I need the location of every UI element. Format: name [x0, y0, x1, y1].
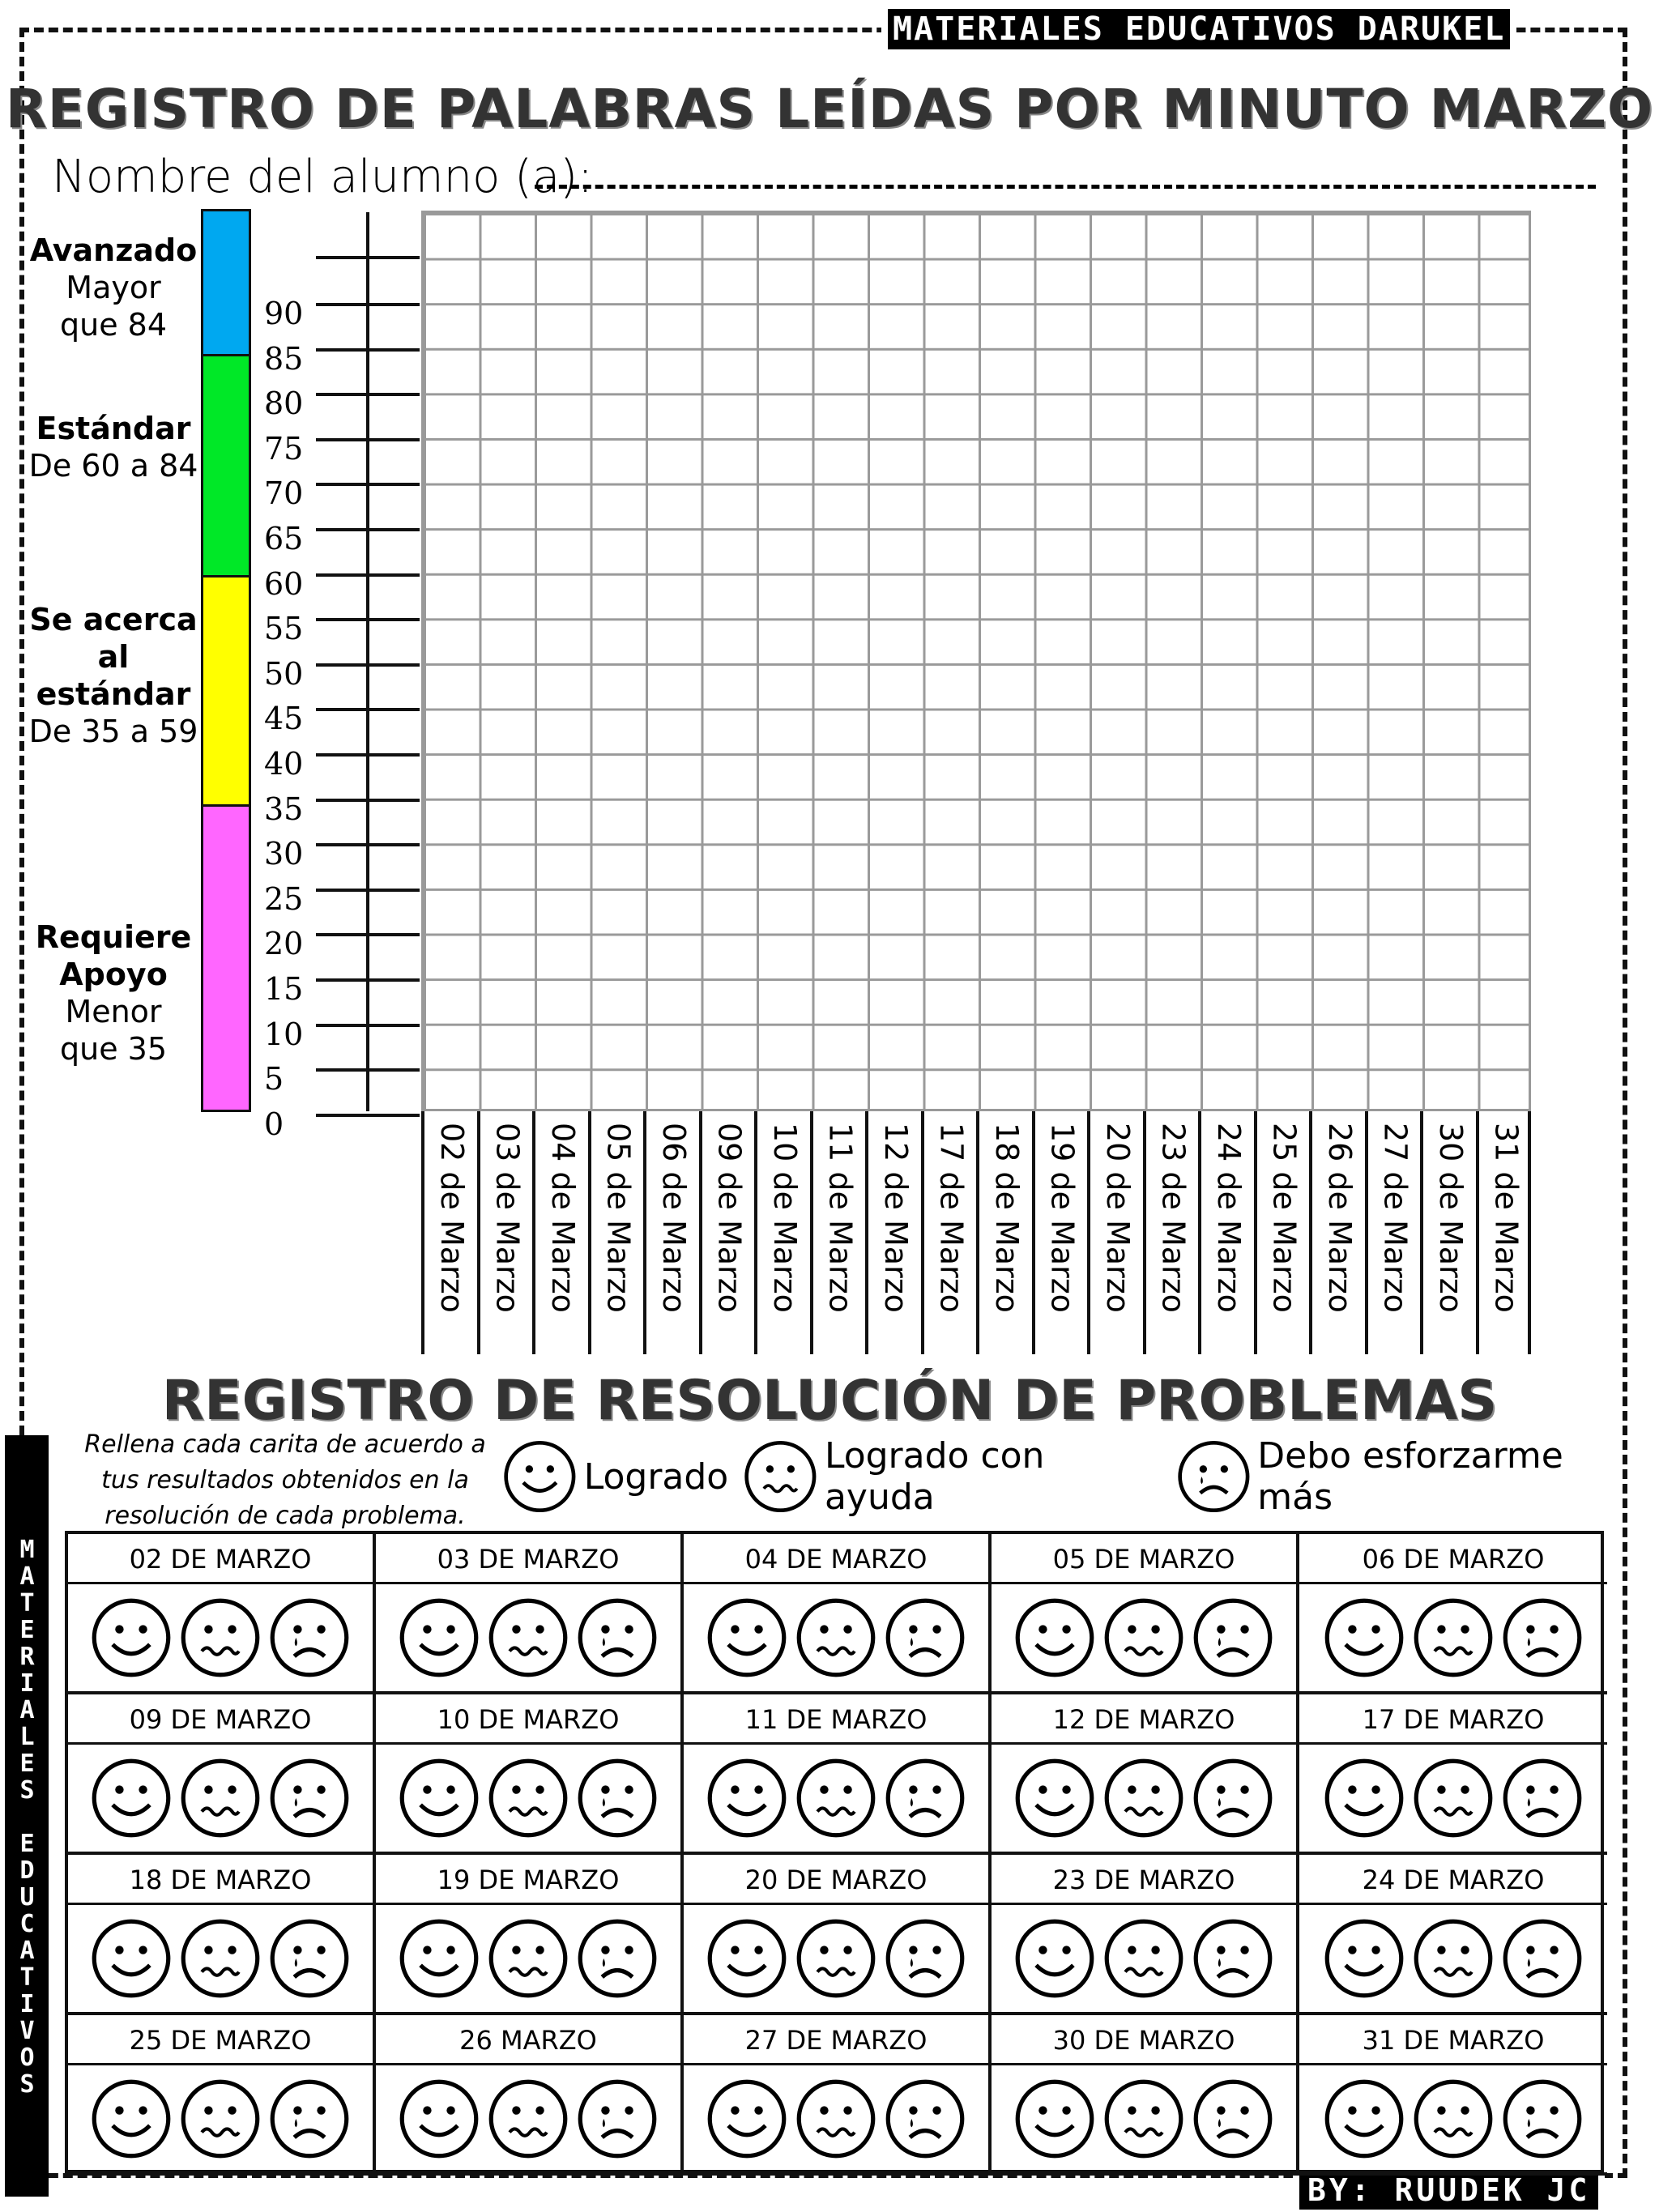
date-label: 25 de Marzo: [1266, 1123, 1303, 1313]
sad-face-icon[interactable]: [575, 1916, 659, 2001]
day-header: 31 DE MARZO: [1299, 2015, 1607, 2065]
y-axis-label: 5: [264, 1061, 284, 1097]
y-axis-tick: [316, 799, 420, 802]
date-label: 17 de Marzo: [933, 1123, 970, 1313]
date-label: 18 de Marzo: [989, 1123, 1025, 1313]
date-column: [477, 1111, 533, 1354]
day-header: 20 DE MARZO: [684, 1855, 988, 1905]
day-cell: [68, 1694, 376, 1855]
face-options: [1299, 1905, 1607, 2015]
date-column: [1254, 1111, 1310, 1354]
happy-face-icon[interactable]: [89, 1596, 173, 1680]
happy-face-icon[interactable]: [1322, 2077, 1406, 2161]
sad-face-icon[interactable]: [1500, 2077, 1584, 2161]
date-label: 04 de Marzo: [545, 1123, 581, 1313]
sad-face-icon[interactable]: [883, 2077, 967, 2161]
sad-face-icon[interactable]: [1500, 1596, 1584, 1680]
level-name: Apoyo: [59, 957, 168, 992]
happy-face-icon[interactable]: [397, 1916, 481, 2001]
y-axis-tick: [316, 753, 420, 757]
face-options: [68, 1584, 373, 1694]
y-axis-label: 25: [264, 880, 304, 917]
happy-face-icon[interactable]: [705, 1916, 789, 2001]
problems-instructions: Rellena cada carita de acuerdo a tus resultados obtenidos en la resolución de cada problema.: [84, 1430, 486, 1530]
brand-text-side: MATERIALES EDUCATIVOS: [5, 1435, 49, 2197]
student-name-field[interactable]: [535, 185, 1596, 189]
y-axis-label: 60: [264, 565, 304, 602]
day-header: 26 MARZO: [376, 2015, 680, 2065]
happy-face-icon[interactable]: [89, 1916, 173, 2001]
face-options: [992, 1584, 1296, 1694]
brand-text-top: MATERIALES EDUCATIVOS DARUKEL: [888, 9, 1510, 49]
date-label: 19 de Marzo: [1044, 1123, 1081, 1313]
level-desc: Mayor: [66, 270, 161, 305]
sad-face-icon[interactable]: [1191, 1756, 1275, 1840]
day-cell: [1299, 1534, 1607, 1694]
worried-face-icon[interactable]: [178, 2077, 262, 2161]
y-axis-label: 35: [264, 791, 304, 827]
y-axis-label: 50: [264, 655, 304, 692]
y-axis-tick: [316, 889, 420, 892]
level-desc: De 35 a 59: [28, 714, 198, 749]
date-column: [810, 1111, 866, 1354]
worried-face-icon[interactable]: [178, 1596, 262, 1680]
happy-face-icon[interactable]: [89, 2077, 173, 2161]
day-header: 24 DE MARZO: [1299, 1855, 1607, 1905]
day-cell: [684, 1534, 992, 1694]
day-cell: [68, 2015, 376, 2176]
y-axis-tick: [316, 1068, 420, 1072]
worried-face-icon[interactable]: [1411, 1756, 1495, 1840]
day-header: 27 DE MARZO: [684, 2015, 988, 2065]
worried-face-icon[interactable]: [178, 1756, 262, 1840]
face-options: [376, 1584, 680, 1694]
date-label: 09 de Marzo: [711, 1123, 748, 1313]
date-column: [1087, 1111, 1143, 1354]
face-options: [376, 2065, 680, 2176]
worried-face-icon[interactable]: [1411, 1596, 1495, 1680]
sad-face-icon[interactable]: [575, 1596, 659, 1680]
y-axis-tick: [316, 483, 420, 486]
date-label: 27 de Marzo: [1377, 1123, 1414, 1313]
happy-face-icon[interactable]: [1013, 1756, 1097, 1840]
y-axis-line: [366, 212, 369, 1111]
happy-face-icon[interactable]: [397, 1756, 481, 1840]
sad-face-icon[interactable]: [267, 1596, 352, 1680]
day-header: 12 DE MARZO: [992, 1694, 1296, 1745]
day-header: 11 DE MARZO: [684, 1694, 988, 1745]
date-label: 06 de Marzo: [656, 1123, 692, 1313]
level-name: al: [97, 639, 130, 675]
level-desc: que 35: [59, 1031, 168, 1067]
day-header: 17 DE MARZO: [1299, 1694, 1607, 1745]
day-cell: [992, 1534, 1299, 1694]
y-axis-tick: [316, 933, 420, 936]
y-axis-label: 40: [264, 746, 304, 782]
reading-title: REGISTRO DE PALABRAS LEÍDAS POR MINUTO MARZO: [5, 78, 1654, 140]
date-column: [421, 1111, 477, 1354]
day-header: 23 DE MARZO: [992, 1855, 1296, 1905]
day-header: 05 DE MARZO: [992, 1534, 1296, 1584]
date-label: 20 de Marzo: [1100, 1123, 1136, 1313]
level-bar-avanzado: [201, 209, 251, 356]
sad-face-icon[interactable]: [1191, 1916, 1275, 2001]
y-axis-top-tick: [316, 256, 420, 259]
happy-face-icon[interactable]: [397, 2077, 481, 2161]
day-cell: [1299, 1855, 1607, 2015]
legend-label-logrado: Logrado: [583, 1455, 729, 1498]
happy-face-icon: [502, 1438, 578, 1515]
y-axis-label: 15: [264, 971, 304, 1007]
brand-banner-top: [881, 6, 1516, 52]
y-axis-label: 45: [264, 701, 304, 737]
y-axis-label: 90: [264, 296, 304, 331]
level-label-estandar: [24, 410, 203, 484]
day-header: 03 DE MARZO: [376, 1534, 680, 1584]
day-header: 30 DE MARZO: [992, 2015, 1296, 2065]
date-column: [699, 1111, 755, 1354]
date-label: 11 de Marzo: [822, 1123, 859, 1313]
day-header: 25 DE MARZO: [68, 2015, 373, 2065]
y-axis-tick: [316, 708, 420, 711]
happy-face-icon[interactable]: [1322, 1756, 1406, 1840]
sad-face-icon[interactable]: [1500, 1916, 1584, 2001]
y-axis-label: 20: [264, 926, 304, 962]
date-label: 24 de Marzo: [1211, 1123, 1247, 1313]
level-label-avanzado: [24, 232, 203, 343]
date-column: [921, 1111, 977, 1354]
face-options: [684, 1745, 988, 1855]
day-cell: [1299, 1694, 1607, 1855]
sad-face-icon[interactable]: [575, 2077, 659, 2161]
worried-face-icon[interactable]: [1411, 1916, 1495, 2001]
worried-face-icon: [743, 1438, 818, 1515]
date-column: [754, 1111, 810, 1354]
sad-face-icon[interactable]: [1191, 1596, 1275, 1680]
happy-face-icon[interactable]: [397, 1596, 481, 1680]
date-label: 26 de Marzo: [1322, 1123, 1358, 1313]
worried-face-icon[interactable]: [794, 1916, 878, 2001]
happy-face-icon[interactable]: [1322, 1596, 1406, 1680]
worried-face-icon[interactable]: [1102, 1756, 1186, 1840]
date-column: [588, 1111, 644, 1354]
worried-face-icon[interactable]: [1102, 1596, 1186, 1680]
level-desc: Menor: [65, 994, 162, 1029]
y-axis-label: 10: [264, 1016, 304, 1052]
y-axis-tick: [316, 438, 420, 441]
date-column: [1476, 1111, 1532, 1354]
date-columns: [421, 1111, 1531, 1354]
day-cell: [376, 1855, 684, 2015]
sad-face-icon[interactable]: [1500, 1756, 1584, 1840]
face-options: [68, 1905, 373, 2015]
sad-face-icon[interactable]: [883, 1916, 967, 2001]
day-cell: [376, 1534, 684, 1694]
face-legend: [502, 1435, 1659, 1518]
table-row: [68, 1855, 1601, 2015]
level-name: estándar: [36, 676, 191, 712]
happy-face-icon[interactable]: [1322, 1916, 1406, 2001]
day-header: 06 DE MARZO: [1299, 1534, 1607, 1584]
worried-face-icon[interactable]: [1102, 2077, 1186, 2161]
brand-banner-side: [5, 1435, 49, 2197]
y-axis-label: 65: [264, 521, 304, 556]
face-options: [684, 2065, 988, 2176]
date-label: 30 de Marzo: [1433, 1123, 1469, 1313]
worried-face-icon[interactable]: [486, 2077, 570, 2161]
day-header: 02 DE MARZO: [68, 1534, 373, 1584]
sad-face-icon: [1176, 1438, 1252, 1515]
face-options: [376, 1905, 680, 2015]
y-axis-tick: [316, 843, 420, 846]
date-column: [1420, 1111, 1476, 1354]
sad-face-icon[interactable]: [883, 1596, 967, 1680]
table-row: [68, 1694, 1601, 1855]
y-axis-label: 75: [264, 430, 304, 467]
face-options: [68, 2065, 373, 2176]
level-desc: que 84: [59, 307, 168, 343]
author-text: BY: RUUDEK JC: [1299, 2171, 1598, 2210]
date-column: [976, 1111, 1032, 1354]
day-cell: [684, 1694, 992, 1855]
face-options: [1299, 1745, 1607, 1855]
y-axis-tick: [316, 393, 420, 396]
worried-face-icon[interactable]: [1102, 1916, 1186, 2001]
happy-face-icon[interactable]: [705, 1596, 789, 1680]
legend-label-con-ayuda: Logrado con ayuda: [824, 1435, 1045, 1518]
worried-face-icon[interactable]: [794, 1756, 878, 1840]
date-column: [1309, 1111, 1365, 1354]
face-options: [1299, 2065, 1607, 2176]
date-label: 31 de Marzo: [1488, 1123, 1525, 1313]
day-cell: [992, 2015, 1299, 2176]
day-cell: [992, 1855, 1299, 2015]
level-label-se-acerca: [24, 601, 203, 750]
date-column: [1143, 1111, 1199, 1354]
y-axis-tick: [316, 348, 420, 352]
date-label: 02 de Marzo: [434, 1123, 470, 1313]
level-name: Se acerca: [29, 602, 198, 637]
worried-face-icon[interactable]: [794, 2077, 878, 2161]
date-label: 10 de Marzo: [767, 1123, 803, 1313]
y-axis-label: 55: [264, 611, 304, 647]
face-options: [684, 1905, 988, 2015]
worried-face-icon[interactable]: [178, 1916, 262, 2001]
y-axis-label: 0: [264, 1106, 284, 1142]
happy-face-icon[interactable]: [1013, 2077, 1097, 2161]
level-desc: De 60 a 84: [28, 448, 198, 484]
date-column: [643, 1111, 699, 1354]
day-header: 04 DE MARZO: [684, 1534, 988, 1584]
level-bar-requiere-apoyo: [201, 804, 251, 1112]
y-axis-tick: [316, 1114, 420, 1117]
day-cell: [376, 1694, 684, 1855]
day-cell: [684, 2015, 992, 2176]
level-name: Estándar: [36, 411, 191, 446]
face-options: [376, 1745, 680, 1855]
day-cell: [992, 1694, 1299, 1855]
student-name-label: Nombre del alumno (a):: [52, 151, 594, 203]
sad-face-icon[interactable]: [267, 1916, 352, 2001]
day-header: 18 DE MARZO: [68, 1855, 373, 1905]
y-axis-tick: [316, 1024, 420, 1027]
worried-face-icon[interactable]: [794, 1596, 878, 1680]
happy-face-icon[interactable]: [1013, 1916, 1097, 2001]
y-axis-tick: [316, 978, 420, 982]
day-header: 10 DE MARZO: [376, 1694, 680, 1745]
worried-face-icon[interactable]: [486, 1596, 570, 1680]
date-column: [532, 1111, 588, 1354]
day-cell: [68, 1855, 376, 2015]
level-name: Avanzado: [29, 232, 198, 268]
y-axis-label: 85: [264, 340, 304, 377]
y-axis-tick: [316, 528, 420, 531]
level-name: Requiere: [35, 919, 192, 955]
face-options: [992, 1905, 1296, 2015]
happy-face-icon[interactable]: [1013, 1596, 1097, 1680]
sad-face-icon[interactable]: [267, 1756, 352, 1840]
face-options: [68, 1745, 373, 1855]
face-options: [992, 1745, 1296, 1855]
y-axis-tick: [316, 573, 420, 577]
sad-face-icon[interactable]: [1191, 2077, 1275, 2161]
day-header: 09 DE MARZO: [68, 1694, 373, 1745]
day-header: 19 DE MARZO: [376, 1855, 680, 1905]
problems-table: [65, 1531, 1604, 2173]
day-cell: [684, 1855, 992, 2015]
y-axis-tick: [316, 663, 420, 667]
date-column: [1198, 1111, 1254, 1354]
y-axis-label: 70: [264, 475, 304, 512]
y-axis-label: 80: [264, 386, 304, 422]
day-cell: [376, 2015, 684, 2176]
level-label-requiere-apoyo: [24, 918, 203, 1068]
date-column: [865, 1111, 921, 1354]
happy-face-icon[interactable]: [89, 1756, 173, 1840]
worried-face-icon[interactable]: [486, 1916, 570, 2001]
date-column: [1365, 1111, 1421, 1354]
date-label: 23 de Marzo: [1155, 1123, 1192, 1313]
reading-grid[interactable]: [421, 211, 1531, 1111]
sad-face-icon[interactable]: [267, 2077, 352, 2161]
sad-face-icon[interactable]: [575, 1756, 659, 1840]
date-label: 12 de Marzo: [878, 1123, 914, 1313]
worried-face-icon[interactable]: [486, 1756, 570, 1840]
worried-face-icon[interactable]: [1411, 2077, 1495, 2161]
table-row: [68, 1534, 1601, 1694]
level-bar-estandar: [201, 354, 251, 578]
day-cell: [1299, 2015, 1607, 2176]
date-column: [1032, 1111, 1088, 1354]
y-axis-tick: [316, 303, 420, 306]
happy-face-icon[interactable]: [705, 2077, 789, 2161]
face-options: [1299, 1584, 1607, 1694]
y-axis-tick: [316, 618, 420, 621]
problems-title: REGISTRO DE RESOLUCIÓN DE PROBLEMAS: [161, 1369, 1498, 1433]
sad-face-icon[interactable]: [883, 1756, 967, 1840]
day-cell: [68, 1534, 376, 1694]
level-bar-se-acerca: [201, 575, 251, 807]
y-axis-label: 30: [264, 836, 304, 872]
date-label: 05 de Marzo: [600, 1123, 637, 1313]
happy-face-icon[interactable]: [705, 1756, 789, 1840]
face-options: [684, 1584, 988, 1694]
date-label: 03 de Marzo: [489, 1123, 526, 1313]
table-row: [68, 2015, 1601, 2176]
face-options: [992, 2065, 1296, 2176]
legend-label-esforzarme: Debo esforzarme más: [1257, 1435, 1563, 1518]
